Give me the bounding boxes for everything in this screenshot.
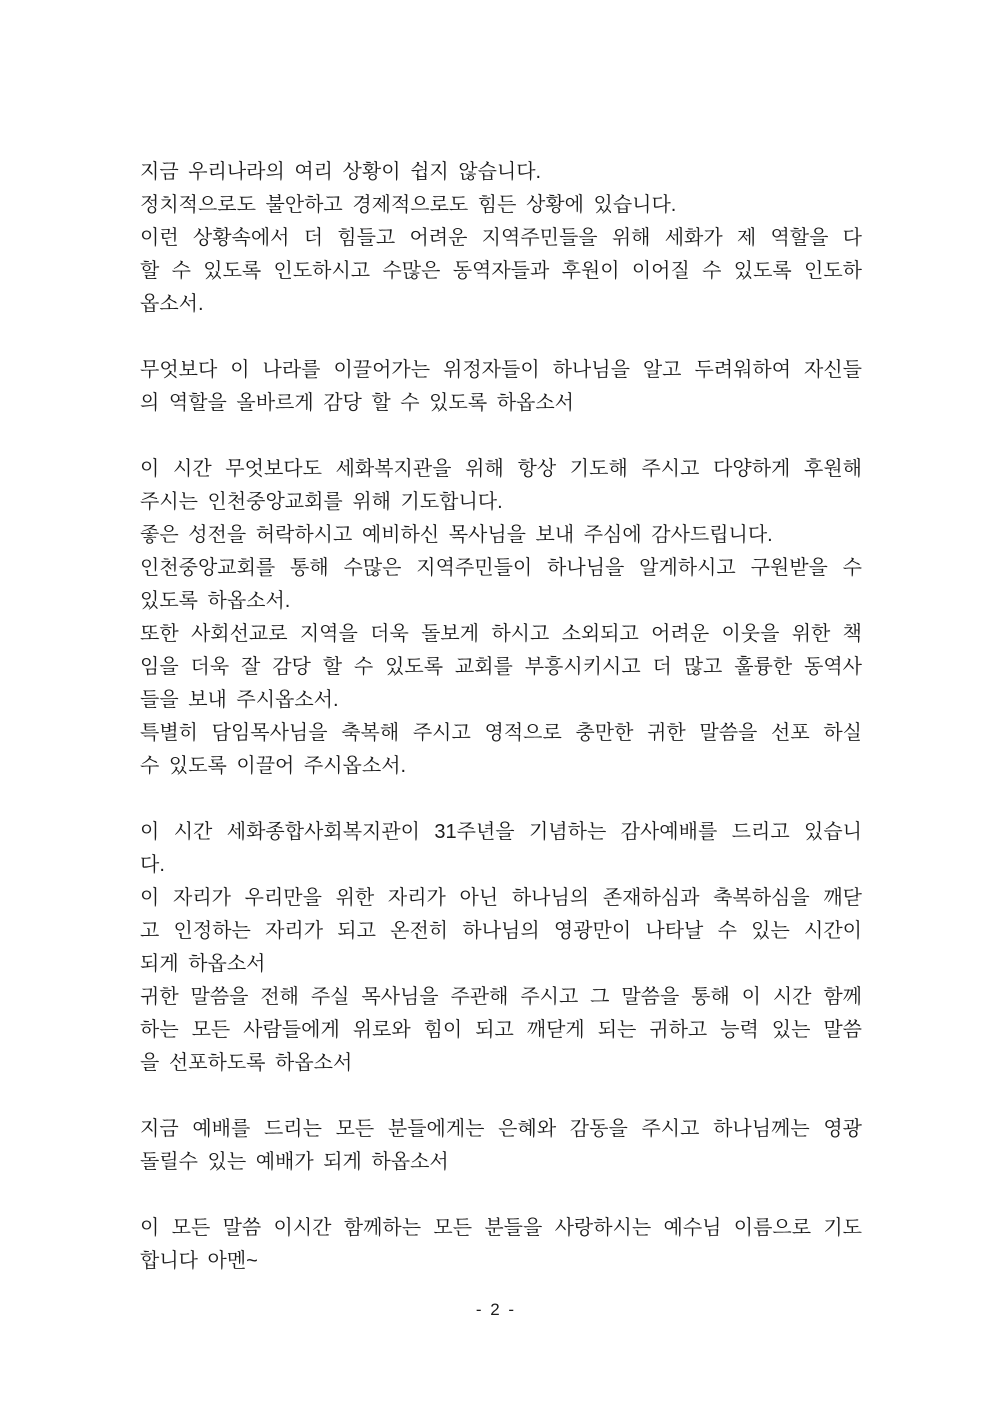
text-line: 들을 보내 주시옵소서. [140,689,339,711]
text-line: 주시는 인천중앙교회를 위해 기도합니다. [140,491,503,513]
paragraph [140,816,862,1080]
text-line: 무엇보다 이 나라를 이끌어가는 위정자들이 하나님을 알고 두려워하여 자신들 [140,359,862,381]
text-line: 을 선포하도록 하옵소서 [140,1052,353,1074]
text-line: 이 시간 무엇보다도 세화복지관을 위해 항상 기도해 주시고 다양하게 후원해 [140,458,862,480]
text-line: 돌릴수 있는 예배가 되게 하옵소서 [140,1151,449,1173]
paragraph [140,156,862,321]
paragraph [140,453,862,783]
text-line: 합니다 아멘~ [140,1250,258,1272]
paragraph [140,1113,862,1179]
text-line: 이 모든 말씀 이시간 함께하는 모든 분들을 사랑하시는 예수님 이름으로 기도 [140,1217,862,1239]
page-number: - 2 - [475,1300,517,1319]
text-line: 옵소서. [140,293,204,315]
document-body [140,156,862,1278]
text-line: 이런 상황속에서 더 힘들고 어려운 지역주민들을 위해 세화가 제 역할을 다 [140,227,862,249]
text-line: 좋은 성전을 허락하시고 예비하신 목사님을 보내 주심에 감사드립니다. [140,524,773,546]
text-line: 인천중앙교회를 통해 수많은 지역주민들이 하나님을 알게하시고 구원받을 수 [140,557,862,579]
text-line: 임을 더욱 잘 감당 할 수 있도록 교회를 부흥시키시고 더 많고 훌륭한 동역사 [140,656,862,678]
text-line: 고 인정하는 자리가 되고 온전히 하나님의 영광만이 나타날 수 있는 시간이 [140,920,862,942]
text-line: 특별히 담임목사님을 축복해 주시고 영적으로 충만한 귀한 말씀을 선포 하실 [140,722,862,744]
text-line: 귀한 말씀을 전해 주실 목사님을 주관해 주시고 그 말씀을 통해 이 시간 함께 [140,986,862,1008]
text-line: 이 시간 세화종합사회복지관이 31주년을 기념하는 감사예배를 드리고 있습니 [140,821,862,843]
text-line: 또한 사회선교로 지역을 더욱 돌보게 하시고 소외되고 어려운 이웃을 위한 책 [140,623,862,645]
text-line: 수 있도록 이끌어 주시옵소서. [140,755,407,777]
text-line: 정치적으로도 불안하고 경제적으로도 힘든 상황에 있습니다. [140,194,677,216]
text-line: 지금 우리나라의 여리 상황이 쉽지 않습니다. [140,161,542,183]
text-line: 다. [140,854,165,876]
text-line: 있도록 하옵소서. [140,590,291,612]
text-line: 지금 예배를 드리는 모든 분들에게는 은혜와 감동을 주시고 하나님께는 영광 [140,1118,862,1140]
text-line: 이 자리가 우리만을 위한 자리가 아닌 하나님의 존재하심과 축복하심을 깨닫 [140,887,862,909]
text-line: 되게 하옵소서 [140,953,266,975]
paragraph [140,354,862,420]
paragraph [140,1212,862,1278]
text-line: 하는 모든 사람들에게 위로와 힘이 되고 깨닫게 되는 귀하고 능력 있는 말씀 [140,1019,862,1041]
text-line: 할 수 있도록 인도하시고 수많은 동역자들과 후원이 이어질 수 있도록 인도하 [140,260,862,282]
text-line: 의 역할을 올바르게 감당 할 수 있도록 하옵소서 [140,392,574,414]
